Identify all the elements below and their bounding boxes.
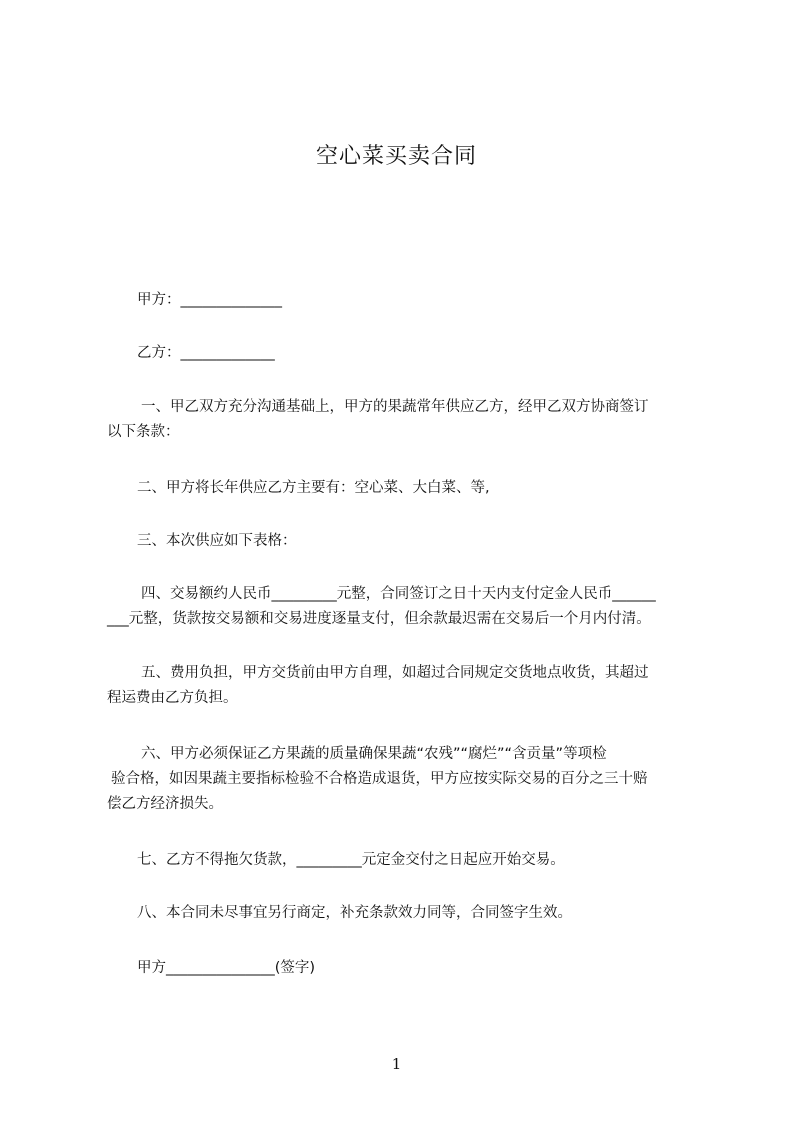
clause-5-line-2: 程运费由乙方负担。: [107, 690, 238, 706]
party-a-line: [107, 288, 703, 313]
clause-6-line-1: 六、甲方必须保证乙方果蔬的质量确保果蔬“农残”“腐烂”“含贡量”等项检: [141, 746, 607, 762]
page-number: 1: [391, 1055, 402, 1073]
signature-line: [107, 956, 703, 981]
clause-3-text: 三、本次供应如下表格：: [137, 533, 297, 549]
document-title: 空心菜买卖合同: [315, 144, 477, 169]
clause-4-line-1: 四、交易额约人民币_________元整，合同签订之日十天内支付定金人民币______: [141, 586, 656, 602]
clause-8-text: 八、本合同未尽事宜另行商定，补充条款效力同等，合同签字生效。: [137, 905, 572, 921]
clause-1: [107, 395, 703, 445]
party-a-text: 甲方：______________: [137, 292, 282, 308]
clause-2-text: 二、甲方将长年供应乙方主要有：空心菜、大白菜、等,: [137, 480, 490, 496]
clause-2: [107, 476, 703, 501]
clause-5: [107, 661, 703, 711]
clause-7-text: 七、乙方不得拖欠货款，_________元定金交付之日起应开始交易。: [137, 852, 565, 868]
clause-5-line-1: 五、费用负担，甲方交货前由甲方自理，如超过合同规定交货地点收货，其超过: [141, 665, 649, 681]
party-b-text: 乙方：_____________: [137, 345, 275, 361]
clause-1-line-2: 以下条款：: [107, 424, 180, 440]
clause-3: [107, 529, 703, 554]
clause-6: [107, 742, 703, 817]
clause-6-line-2: 验合格，如因果蔬主要指标检验不合格造成退货，甲方应按实际交易的百分之三十赔: [111, 771, 648, 787]
signature-text: 甲方_______________(签字): [137, 960, 316, 976]
clause-6-line-3: 偿乙方经济损失。: [107, 796, 223, 812]
clause-1-line-1: 一、甲乙双方充分沟通基础上，甲方的果蔬常年供应乙方，经甲乙双方协商签订: [141, 399, 649, 415]
clause-4-line-2: ___元整，货款按交易额和交易进度逐量支付，但余款最迟需在交易后一个月内付清。: [107, 611, 651, 627]
clause-7: [107, 848, 703, 873]
clause-8: [107, 901, 703, 926]
clause-4: [107, 582, 703, 632]
party-b-line: [107, 341, 703, 366]
